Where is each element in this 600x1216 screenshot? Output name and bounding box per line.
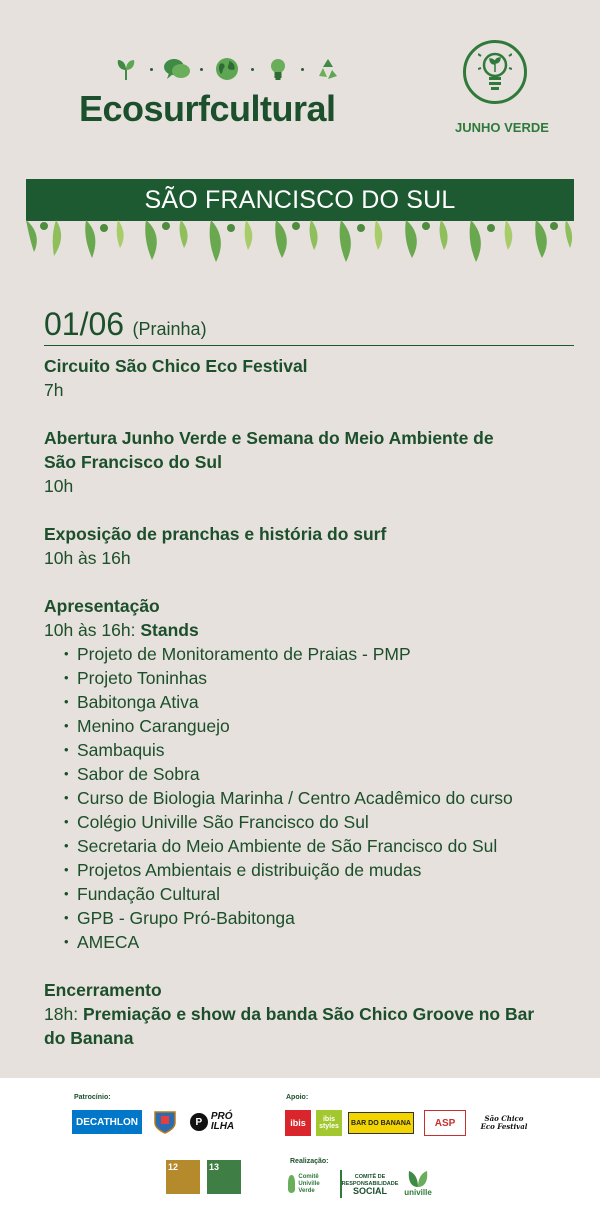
realization-label: Realização:	[290, 1158, 329, 1165]
event-subtitle: Stands	[140, 620, 199, 640]
separator-dot	[200, 68, 203, 71]
list-item: • Projeto de Monitoramento de Praias - PMP	[64, 642, 560, 666]
list-item: • Sambaquis	[64, 738, 560, 762]
date-heading	[44, 306, 574, 346]
sao-chico-eco-festival-logo: São Chico Eco Festival	[480, 1114, 528, 1131]
leaf-icon	[112, 55, 140, 83]
event-description: do Banana	[44, 1028, 134, 1048]
separator-dot	[150, 68, 153, 71]
globe-icon	[213, 55, 241, 83]
event-title: Abertura Junho Verde e Semana do Meio Ambiente de	[44, 428, 494, 448]
event-title: São Francisco do Sul	[44, 452, 222, 472]
event-time: 7h	[44, 380, 64, 400]
list-item: • Projetos Ambientais e distribuição de mudas	[64, 858, 560, 882]
leaf-icon	[288, 1175, 295, 1193]
theme-icons-row	[112, 52, 342, 86]
ibis-styles-logo: ibis styles	[316, 1110, 342, 1136]
univille-leaf-icon	[407, 1170, 429, 1188]
list-item: • GPB - Grupo Pró-Babitonga	[64, 906, 560, 930]
event-title: Exposição de pranchas e história do surf	[44, 524, 387, 544]
brand-title: Ecosurfcultural	[79, 88, 336, 129]
event-time: 10h	[44, 476, 74, 496]
list-item: • Menino Caranguejo	[64, 714, 560, 738]
list-item: • Projeto Toninhas	[64, 666, 560, 690]
pro-ilha-text: PRÓ	[210, 1111, 233, 1122]
decathlon-logo: DECATHLON	[72, 1110, 142, 1134]
badge-label: JUNHO VERDE	[455, 120, 549, 135]
separator-dot	[301, 68, 304, 71]
sponsorship-label: Patrocínio:	[74, 1094, 111, 1101]
event-time: 10h às 16h	[44, 548, 131, 568]
event-description: Premiação e show da banda São Chico Groove no Bar	[82, 1004, 535, 1024]
event-time: 18h:	[44, 1004, 79, 1024]
event-title: Apresentação	[44, 596, 160, 616]
pro-ilha-logo: P PRÓ ILHA	[186, 1110, 238, 1134]
comite-text: SOCIAL	[352, 1185, 387, 1196]
asp-logo: ASP	[424, 1110, 466, 1136]
list-item: • Curso de Biologia Marinha / Centro Acadêmico do curso	[64, 786, 560, 810]
location-banner: SÃO FRANCISCO DO SUL	[26, 179, 574, 221]
sponsors-footer	[0, 1078, 600, 1216]
event-time: 10h às 16h:	[44, 620, 136, 640]
event-time-line	[44, 1002, 560, 1026]
schedule	[44, 354, 560, 1050]
comite-text: RESPONSABILIDADE	[341, 1180, 399, 1187]
event-title: Circuito São Chico Eco Festival	[44, 356, 308, 376]
comite-verde-text: Comitê Univille Verde	[298, 1173, 320, 1194]
comite-univille-verde-logo	[288, 1172, 336, 1196]
recycle-icon	[314, 55, 342, 83]
bar-do-banana-logo: BAR DO BANANA	[348, 1112, 414, 1134]
city-crest-logo	[150, 1108, 180, 1136]
stands-list	[44, 642, 560, 954]
chat-bubbles-icon	[163, 55, 191, 83]
ods-12-badge: 12	[166, 1160, 200, 1194]
lightbulb-badge-icon	[463, 40, 527, 104]
support-label: Apoio:	[286, 1094, 309, 1101]
separator-dot	[251, 68, 254, 71]
list-item: • AMECA	[64, 930, 560, 954]
univille-logo	[398, 1166, 438, 1200]
list-item: • Secretaria do Meio Ambiente de São Francisco do Sul	[64, 834, 560, 858]
comite-responsabilidade-social-logo	[340, 1170, 398, 1198]
event-date: 01/06	[44, 306, 125, 342]
list-item: • Babitonga Ativa	[64, 690, 560, 714]
list-item: • Fundação Cultural	[64, 882, 560, 906]
list-item: • Colégio Univille São Francisco do Sul	[64, 810, 560, 834]
univille-text: univille	[404, 1187, 432, 1197]
junho-verde-badge	[455, 40, 549, 135]
comite-text: COMITÊ DE	[354, 1173, 386, 1180]
leaves-garland-decoration	[26, 218, 574, 264]
event-time-line	[44, 618, 560, 642]
ibis-logo: ibis	[285, 1110, 311, 1136]
pro-ilha-text: ILHA	[210, 1121, 235, 1132]
list-item: • Sabor de Sobra	[64, 762, 560, 786]
lightbulb-icon	[264, 55, 292, 83]
ods-13-badge: 13	[207, 1160, 241, 1194]
event-place: (Prainha)	[132, 319, 207, 339]
event-title: Encerramento	[44, 980, 162, 1000]
